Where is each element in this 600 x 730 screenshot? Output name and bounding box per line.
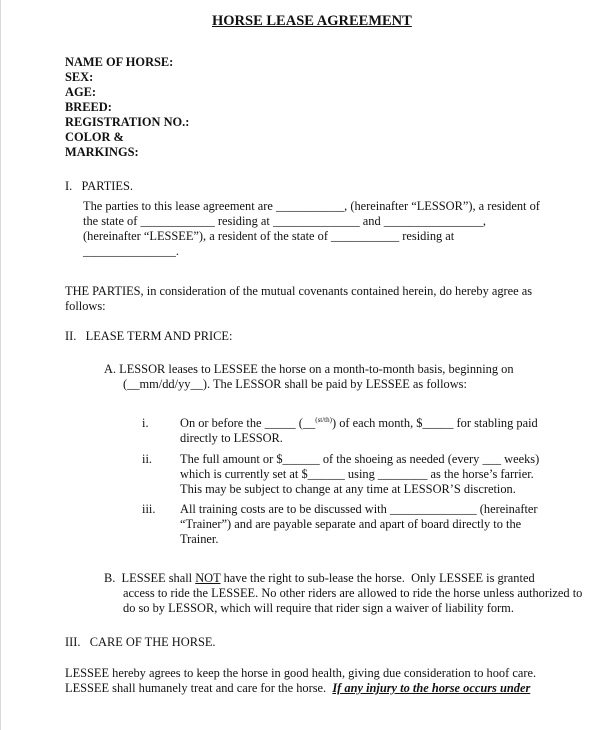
item-ii-line: This may be subject to change at any time at LESSOR’S discretion. [180,482,516,496]
item-ii-line: which is currently set at $______ using ________ as the horse’s farrier. [180,467,534,481]
clause-a-line: (__mm/dd/yy__). The LESSOR shall be paid by LESSEE as follows: [123,377,467,391]
consideration-line: follows: [65,299,106,313]
item-number: ii. [142,452,152,466]
injury-emphasis: If any injury to the horse occurs under [332,681,531,695]
field-age: AGE: [65,85,96,99]
section-1-heading: I. PARTIES. [65,179,133,193]
field-name-of-horse: NAME OF HORSE: [65,55,174,69]
clause-b-line: access to ride the LESSEE. No other riders are allowed to ride the horse unless authorized to [123,586,583,600]
section-2-heading: II. LEASE TERM AND PRICE: [65,329,233,343]
field-registration-no: REGISTRATION NO.: [65,115,190,129]
clause-b-line: B. LESSEE shall NOT have the right to sub-lease the horse. Only LESSEE is granted [104,571,535,585]
not-emphasis: NOT [195,571,221,585]
field-markings: MARKINGS: [65,145,139,159]
item-iii-line: Trainer. [180,532,219,546]
field-color: COLOR & [65,130,124,144]
parties-line: the state of ____________ residing at ______________ and ________________, [83,214,486,228]
field-sex: SEX: [65,70,94,84]
item-i-line: On or before the _____ (__$^{(st/th)}$) of each month, $_____ for stabling paid [180,416,538,430]
field-breed: BREED: [65,100,112,114]
parties-line: (hereinafter “LESSEE”), a resident of the state of ___________ residing at [83,229,455,243]
care-line: LESSEE shall humanely treat and care for the horse. If any injury to the horse occurs under [65,681,531,695]
item-i-line: directly to LESSOR. [180,431,283,445]
parties-line: _______________. [83,244,180,258]
section-3-heading: III. CARE OF THE HORSE. [65,635,216,649]
item-iii-line: “Trainer”) and are payable separate and apart of board directly to the [180,517,522,531]
document-title: HORSE LEASE AGREEMENT [212,13,412,29]
item-number: iii. [142,502,156,516]
consideration-line: THE PARTIES, in consideration of the mutual covenants contained herein, do hereby agree as [65,284,533,298]
clause-b-line: do so by LESSOR, which will require that rider sign a waiver of liability form. [123,601,514,615]
clause-a-line: A. LESSOR leases to LESSEE the horse on a month-to-month basis, beginning on [104,362,514,376]
item-ii-line: The full amount or $______ of the shoeing as needed (every ___ weeks) [180,452,540,466]
item-number: i. [142,416,149,430]
care-line: LESSEE hereby agrees to keep the horse in good health, giving due consideration to hoof care. [65,666,537,680]
ordinal-superscript: (st/th) [315,416,332,424]
parties-line: The parties to this lease agreement are ___________, (hereinafter “LESSOR”), a resident of [83,199,540,213]
item-iii-line: All training costs are to be discussed with ______________ (hereinafter [180,502,538,516]
